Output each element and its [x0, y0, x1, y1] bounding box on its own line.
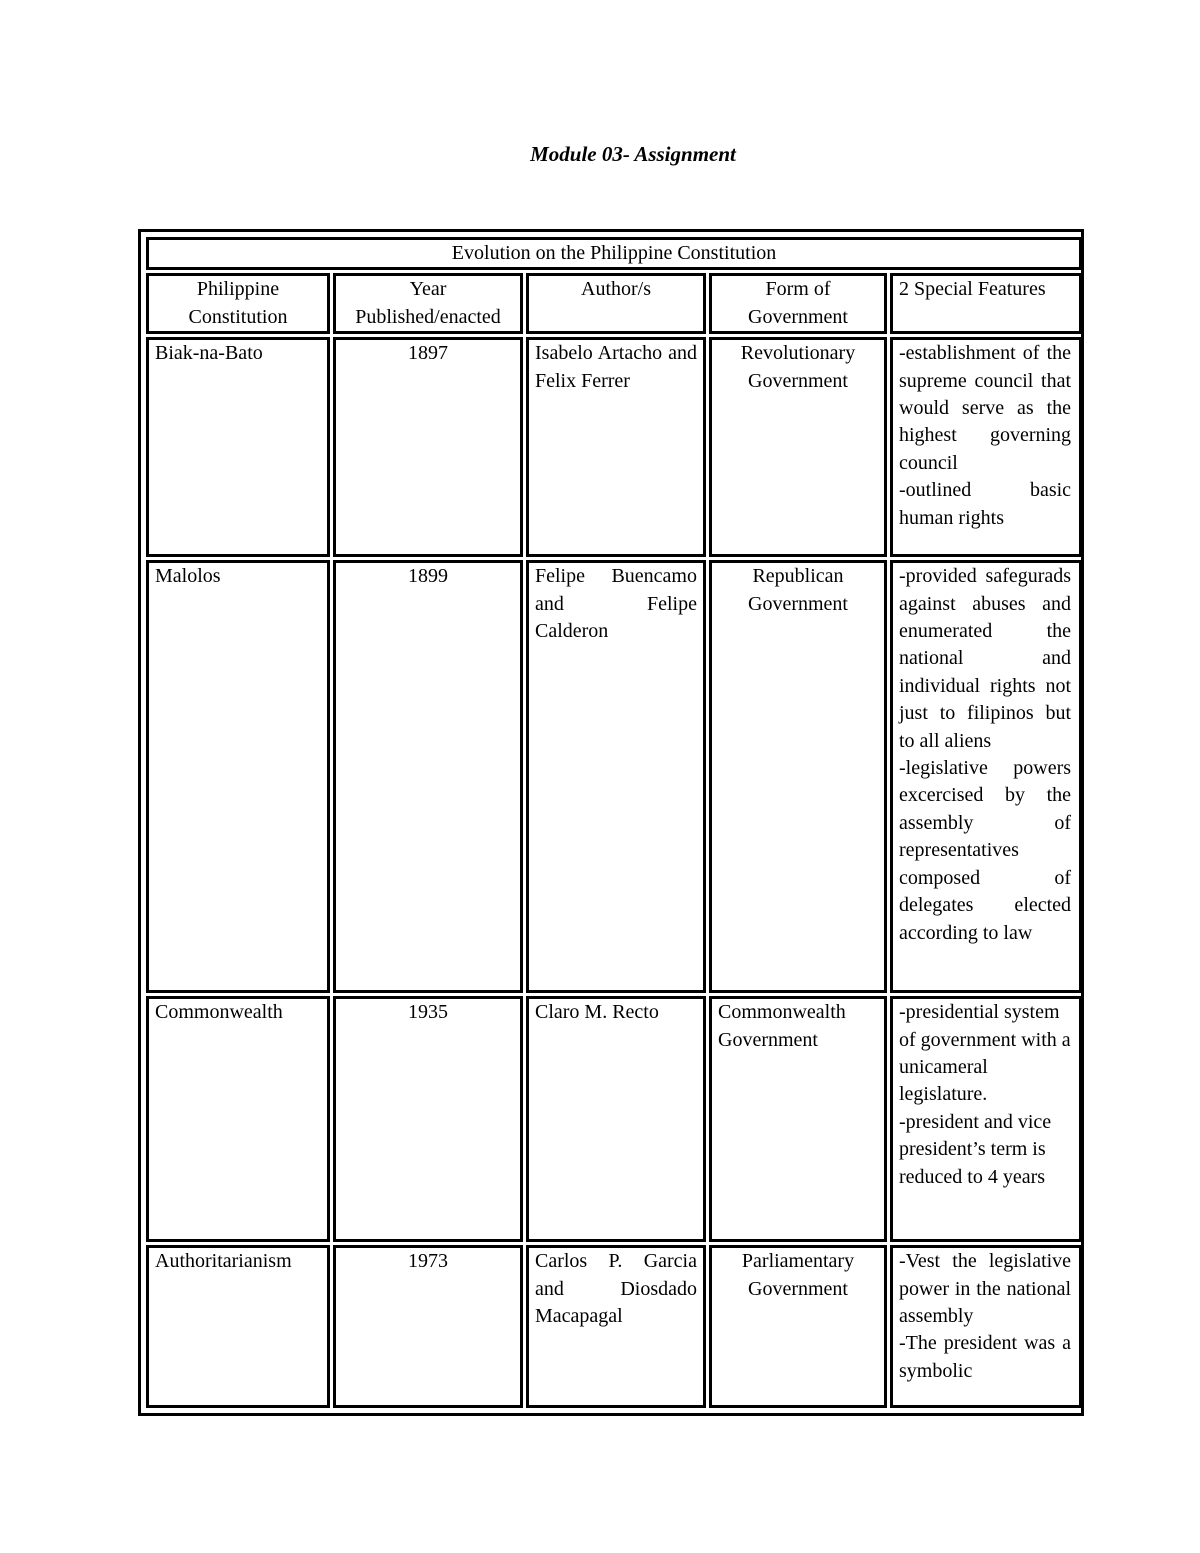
- header-form-line2: Government: [748, 305, 848, 328]
- feature-item: -legislative powers excercised by the assembly of representatives composed of delegates elected according to law: [899, 757, 1072, 944]
- table-row: [146, 1245, 1082, 1408]
- feature-item: -provided safegurads against abuses and enumerated the national and individual rights not just to filipinos but to all aliens: [899, 565, 1072, 752]
- constitution-table: [143, 234, 1085, 1411]
- header-form-line1: Form of: [765, 278, 831, 301]
- cell-constitution: Authoritarianism: [146, 1245, 330, 1408]
- cell-constitution: Commonwealth: [146, 996, 330, 1242]
- header-year-line1: Year: [409, 278, 447, 301]
- cell-authors: Felipe Buencamo and Felipe Calderon: [526, 560, 706, 993]
- feature-item: -The president was a symbolic: [899, 1332, 1072, 1382]
- header-year: [333, 273, 523, 334]
- cell-year: 1899: [333, 560, 523, 993]
- feature-item: -president and vice president’s term is reduced to 4 years: [899, 1110, 1052, 1188]
- cell-features: [890, 337, 1082, 557]
- cell-year: 1897: [333, 337, 523, 557]
- cell-features: [890, 1245, 1082, 1408]
- cell-authors: Claro M. Recto: [526, 996, 706, 1242]
- cell-form: Revolutionary Government: [709, 337, 887, 557]
- cell-constitution: Biak-na-Bato: [146, 337, 330, 557]
- cell-year: 1935: [333, 996, 523, 1242]
- header-year-line2: Published/enacted: [355, 305, 501, 328]
- header-features: 2 Special Features: [890, 273, 1082, 334]
- constitution-table-frame: [138, 229, 1084, 1416]
- header-constitution-line1: Philippine: [196, 278, 280, 301]
- header-authors: Author/s: [526, 273, 706, 334]
- feature-item: -establishment of the supreme council that would serve as the highest governing council: [899, 342, 1072, 474]
- cell-features: [890, 560, 1082, 993]
- feature-item: -outlined basic human rights: [899, 479, 1072, 529]
- cell-form: Republican Government: [709, 560, 887, 993]
- header-constitution-line2: Constitution: [188, 305, 288, 328]
- feature-item: -Vest the legislative power in the national assembly: [899, 1250, 1072, 1328]
- table-caption: Evolution on the Philippine Constitution: [146, 237, 1082, 270]
- table-row: [146, 996, 1082, 1242]
- cell-form: Parliamentary Government: [709, 1245, 887, 1408]
- table-row: [146, 560, 1082, 993]
- features-clip: [899, 1248, 1071, 1405]
- cell-features: [890, 996, 1082, 1242]
- cell-year: 1973: [333, 1245, 523, 1408]
- cell-authors: Carlos P. Garcia and Diosdado Macapagal: [526, 1245, 706, 1408]
- cell-constitution: Malolos: [146, 560, 330, 993]
- header-row: [146, 273, 1082, 334]
- header-form: [709, 273, 887, 334]
- table-row: [146, 337, 1082, 557]
- cell-form: Commonwealth Government: [709, 996, 887, 1242]
- feature-item: -presidential system of government with a unicameral legislature.: [899, 1001, 1071, 1106]
- header-constitution: [146, 273, 330, 334]
- document-title: Module 03- Assignment: [530, 142, 736, 166]
- cell-authors: Isabelo Artacho and Felix Ferrer: [526, 337, 706, 557]
